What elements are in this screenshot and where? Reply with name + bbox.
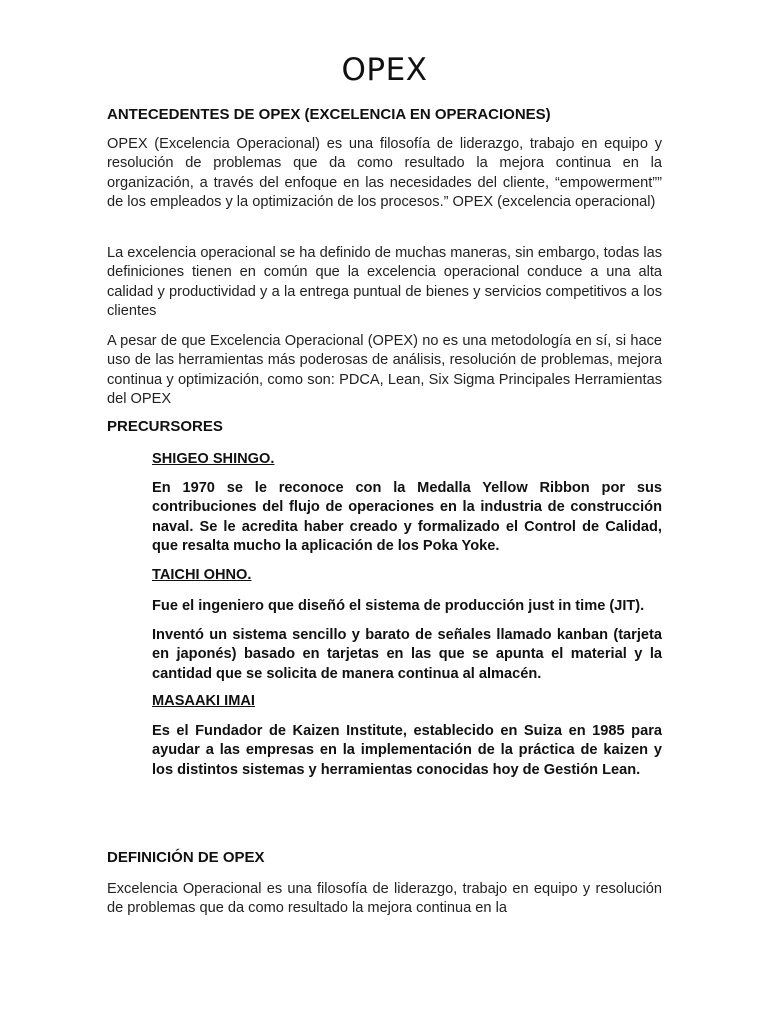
definicion-paragraph-1: Excelencia Operacional es una filosofía de liderazgo, trabajo en equipo y resolución de problemas que da como resultado la mejora continua en la: [107, 881, 662, 917]
document-title: OPEX: [341, 52, 428, 88]
precursor-name: MASAAKI IMAI: [152, 693, 255, 709]
precursor-shingo-name: [152, 450, 662, 468]
precursor-imai-text: Es el Fundador de Kaizen Institute, establecido en Suiza en 1985 para ayudar a las empresas en la implementación de la práctica de kaizen y los distintos sistemas y herramientas conocidas hoy de Gestión Lean.: [152, 723, 662, 778]
antecedentes-paragraph-1: OPEX (Excelencia Operacional) es una filosofía de liderazgo, trabajo en equipo y resolución de problemas que da como resultado la mejora continua en la organización, a través del enfoque en las necesidades del cliente, “empowerment”” de los empleados y la optimización de los procesos.” OPEX (excelencia operacional): [107, 136, 662, 211]
precursor-name: SHIGEO SHINGO.: [152, 451, 275, 467]
precursor-imai-name: [152, 692, 662, 710]
section-heading-antecedentes: ANTECEDENTES DE OPEX (EXCELENCIA EN OPERACIONES): [107, 106, 551, 123]
precursor-shingo-text: En 1970 se le reconoce con la Medalla Yellow Ribbon por sus contribuciones del flujo de operaciones en la industria de construcción naval. Se le acredita haber creado y formalizado el Control de Calidad, que resalta mucho la aplicación de los Poka Yoke.: [152, 480, 662, 555]
precursor-ohno-text-1: Fue el ingeniero que diseñó el sistema de producción just in time (JIT).: [152, 598, 645, 614]
section-heading-definicion: DEFINICIÓN DE OPEX: [107, 849, 265, 866]
antecedentes-paragraph-3: A pesar de que Excelencia Operacional (OPEX) no es una metodología en sí, si hace uso de las herramientas más poderosas de análisis, resolución de problemas, mejora continua y optimización, como son: PDCA, Lean, Six Sigma Principales Herramientas del OPEX: [107, 333, 662, 408]
precursor-ohno-text-2: Inventó un sistema sencillo y barato de señales llamado kanban (tarjeta en japonés) basado en tarjetas en las que se apunta el material y la cantidad que se solicita de manera continua al almacén.: [152, 627, 662, 682]
precursor-name: TAICHI OHNO.: [152, 567, 252, 583]
antecedentes-paragraph-2: La excelencia operacional se ha definido de muchas maneras, sin embargo, todas las definiciones tienen en común que la excelencia operacional conduce a una alta calidad y productividad y a la entrega puntual de bienes y servicios competitivos a los clientes: [107, 245, 662, 320]
section-heading-precursores: PRECURSORES: [107, 418, 223, 435]
precursor-ohno-name: [152, 566, 662, 584]
